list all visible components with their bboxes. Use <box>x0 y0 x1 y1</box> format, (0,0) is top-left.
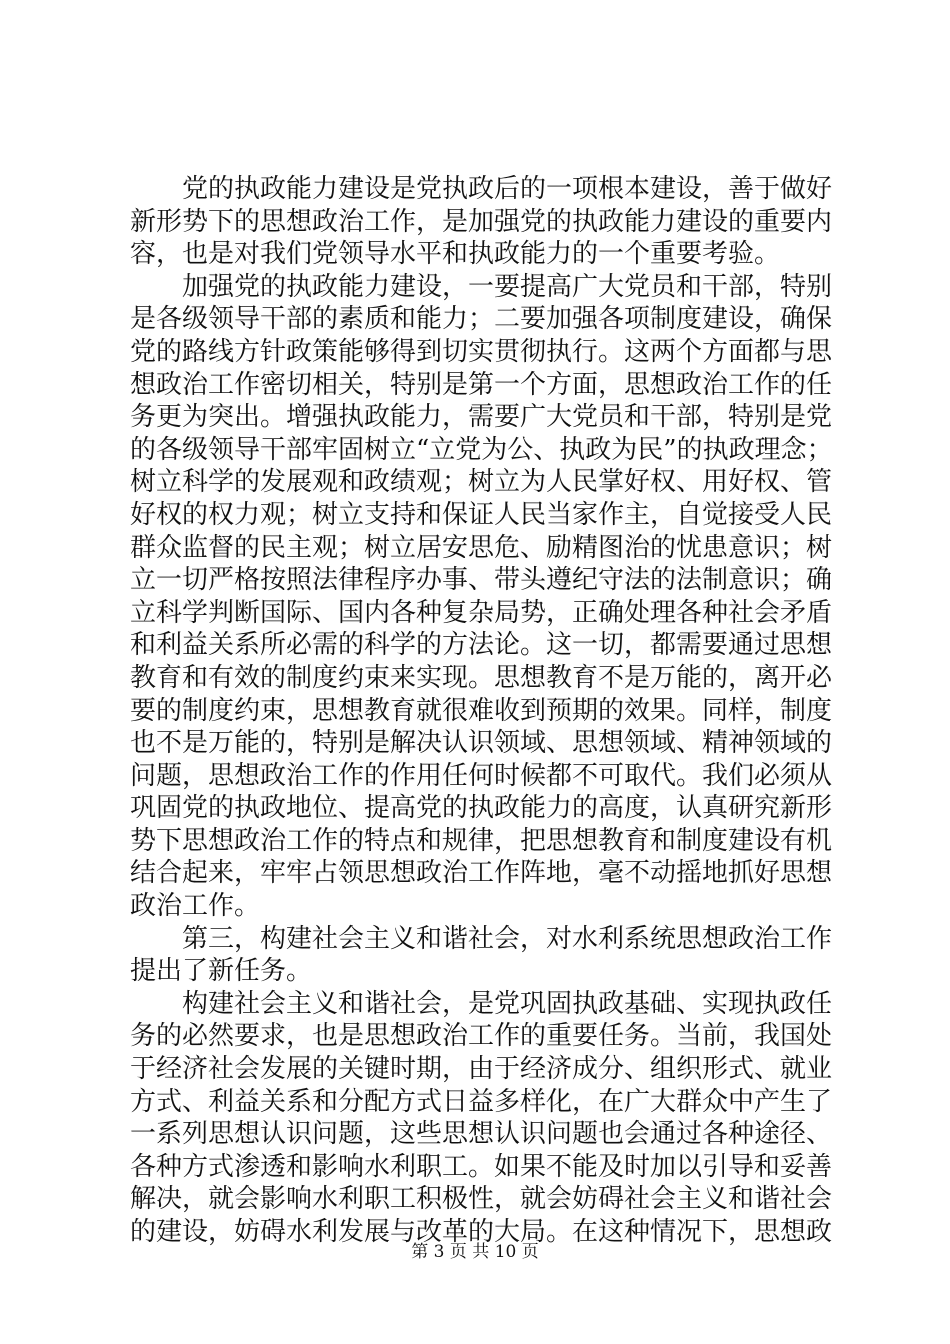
text-line: 一系列思想认识问题，这些思想认识问题也会通过各种途径、 <box>130 1119 833 1150</box>
text-line: 加强党的执政能力建设，一要提高广大党员和干部，特别 <box>130 271 833 302</box>
text-line: 问题，思想政治工作的作用任何时候都不可取代。我们必须从 <box>130 760 833 791</box>
text-line: 巩固党的执政地位、提高党的执政能力的高度，认真研究新形 <box>130 793 833 824</box>
text-line: 党的路线方针政策能够得到切实贯彻执行。这两个方面都与思 <box>130 336 833 367</box>
text-line: 好权的权力观；树立支持和保证人民当家作主，自觉接受人民 <box>130 499 833 530</box>
text-line: 群众监督的民主观；树立居安思危、励精图治的忧患意识；树 <box>130 532 833 563</box>
text-line: 教育和有效的制度约束来实现。思想教育不是万能的，离开必 <box>130 662 833 693</box>
text-line: 各种方式渗透和影响水利职工。如果不能及时加以引导和妥善 <box>130 1151 833 1182</box>
text-line: 提出了新任务。 <box>130 956 313 987</box>
text-line: 方式、利益关系和分配方式日益多样化，在广大群众中产生了 <box>130 1086 833 1117</box>
text-line: 立一切严格按照法律程序办事、带头遵纪守法的法制意识；确 <box>130 565 833 596</box>
document-body <box>130 173 833 1249</box>
text-line: 的建设，妨碍水利发展与改革的大局。在这种情况下，思想政 <box>130 1217 833 1247</box>
text-line: 党的执政能力建设是党执政后的一项根本建设，善于做好 <box>130 174 833 204</box>
paragraph <box>130 271 833 923</box>
text-line: 和利益关系所必需的科学的方法论。这一切，都需要通过思想 <box>130 630 833 661</box>
text-line: 构建社会主义和谐社会，是党巩固执政基础、实现执政任 <box>130 988 833 1019</box>
text-line: 解决，就会影响水利职工积极性，就会妨碍社会主义和谐社会 <box>130 1184 833 1215</box>
text-line: 立科学判断国际、国内各种复杂局势，正确处理各种社会矛盾 <box>130 597 833 628</box>
text-line: 务的必然要求，也是思想政治工作的重要任务。当前，我国处 <box>130 1021 833 1052</box>
paragraph <box>130 173 833 271</box>
text-line: 是各级领导干部的素质和能力；二要加强各项制度建设，确保 <box>130 304 833 335</box>
paragraph <box>130 923 833 988</box>
text-line: 容，也是对我们党领导水平和执政能力的一个重要考验。 <box>130 239 781 270</box>
text-line: 的各级领导干部牢固树立“立党为公、执政为民”的执政理念； <box>130 434 833 465</box>
page-number-footer: 第 3 页 共 10 页 <box>411 1242 539 1262</box>
text-line: 势下思想政治工作的特点和规律，把思想教育和制度建设有机 <box>130 825 833 856</box>
text-line: 政治工作。 <box>130 891 261 922</box>
text-line: 树立科学的发展观和政绩观；树立为人民掌好权、用好权、管 <box>130 467 833 498</box>
paragraph <box>130 988 833 1249</box>
text-line: 于经济社会发展的关键时期，由于经济成分、组织形式、就业 <box>130 1054 833 1085</box>
text-line: 务更为突出。增强执政能力，需要广大党员和干部，特别是党 <box>130 402 833 433</box>
text-line: 要的制度约束，思想教育就很难收到预期的效果。同样，制度 <box>130 695 833 726</box>
text-line: 第三，构建社会主义和谐社会，对水利系统思想政治工作 <box>130 923 833 954</box>
text-line: 也不是万能的，特别是解决认识领域、思想领域、精神领域的 <box>130 728 833 759</box>
text-line: 想政治工作密切相关，特别是第一个方面，思想政治工作的任 <box>130 369 833 400</box>
text-line: 结合起来，牢牢占领思想政治工作阵地，毫不动摇地抓好思想 <box>130 858 833 889</box>
text-line: 新形势下的思想政治工作，是加强党的执政能力建设的重要内 <box>130 206 833 237</box>
